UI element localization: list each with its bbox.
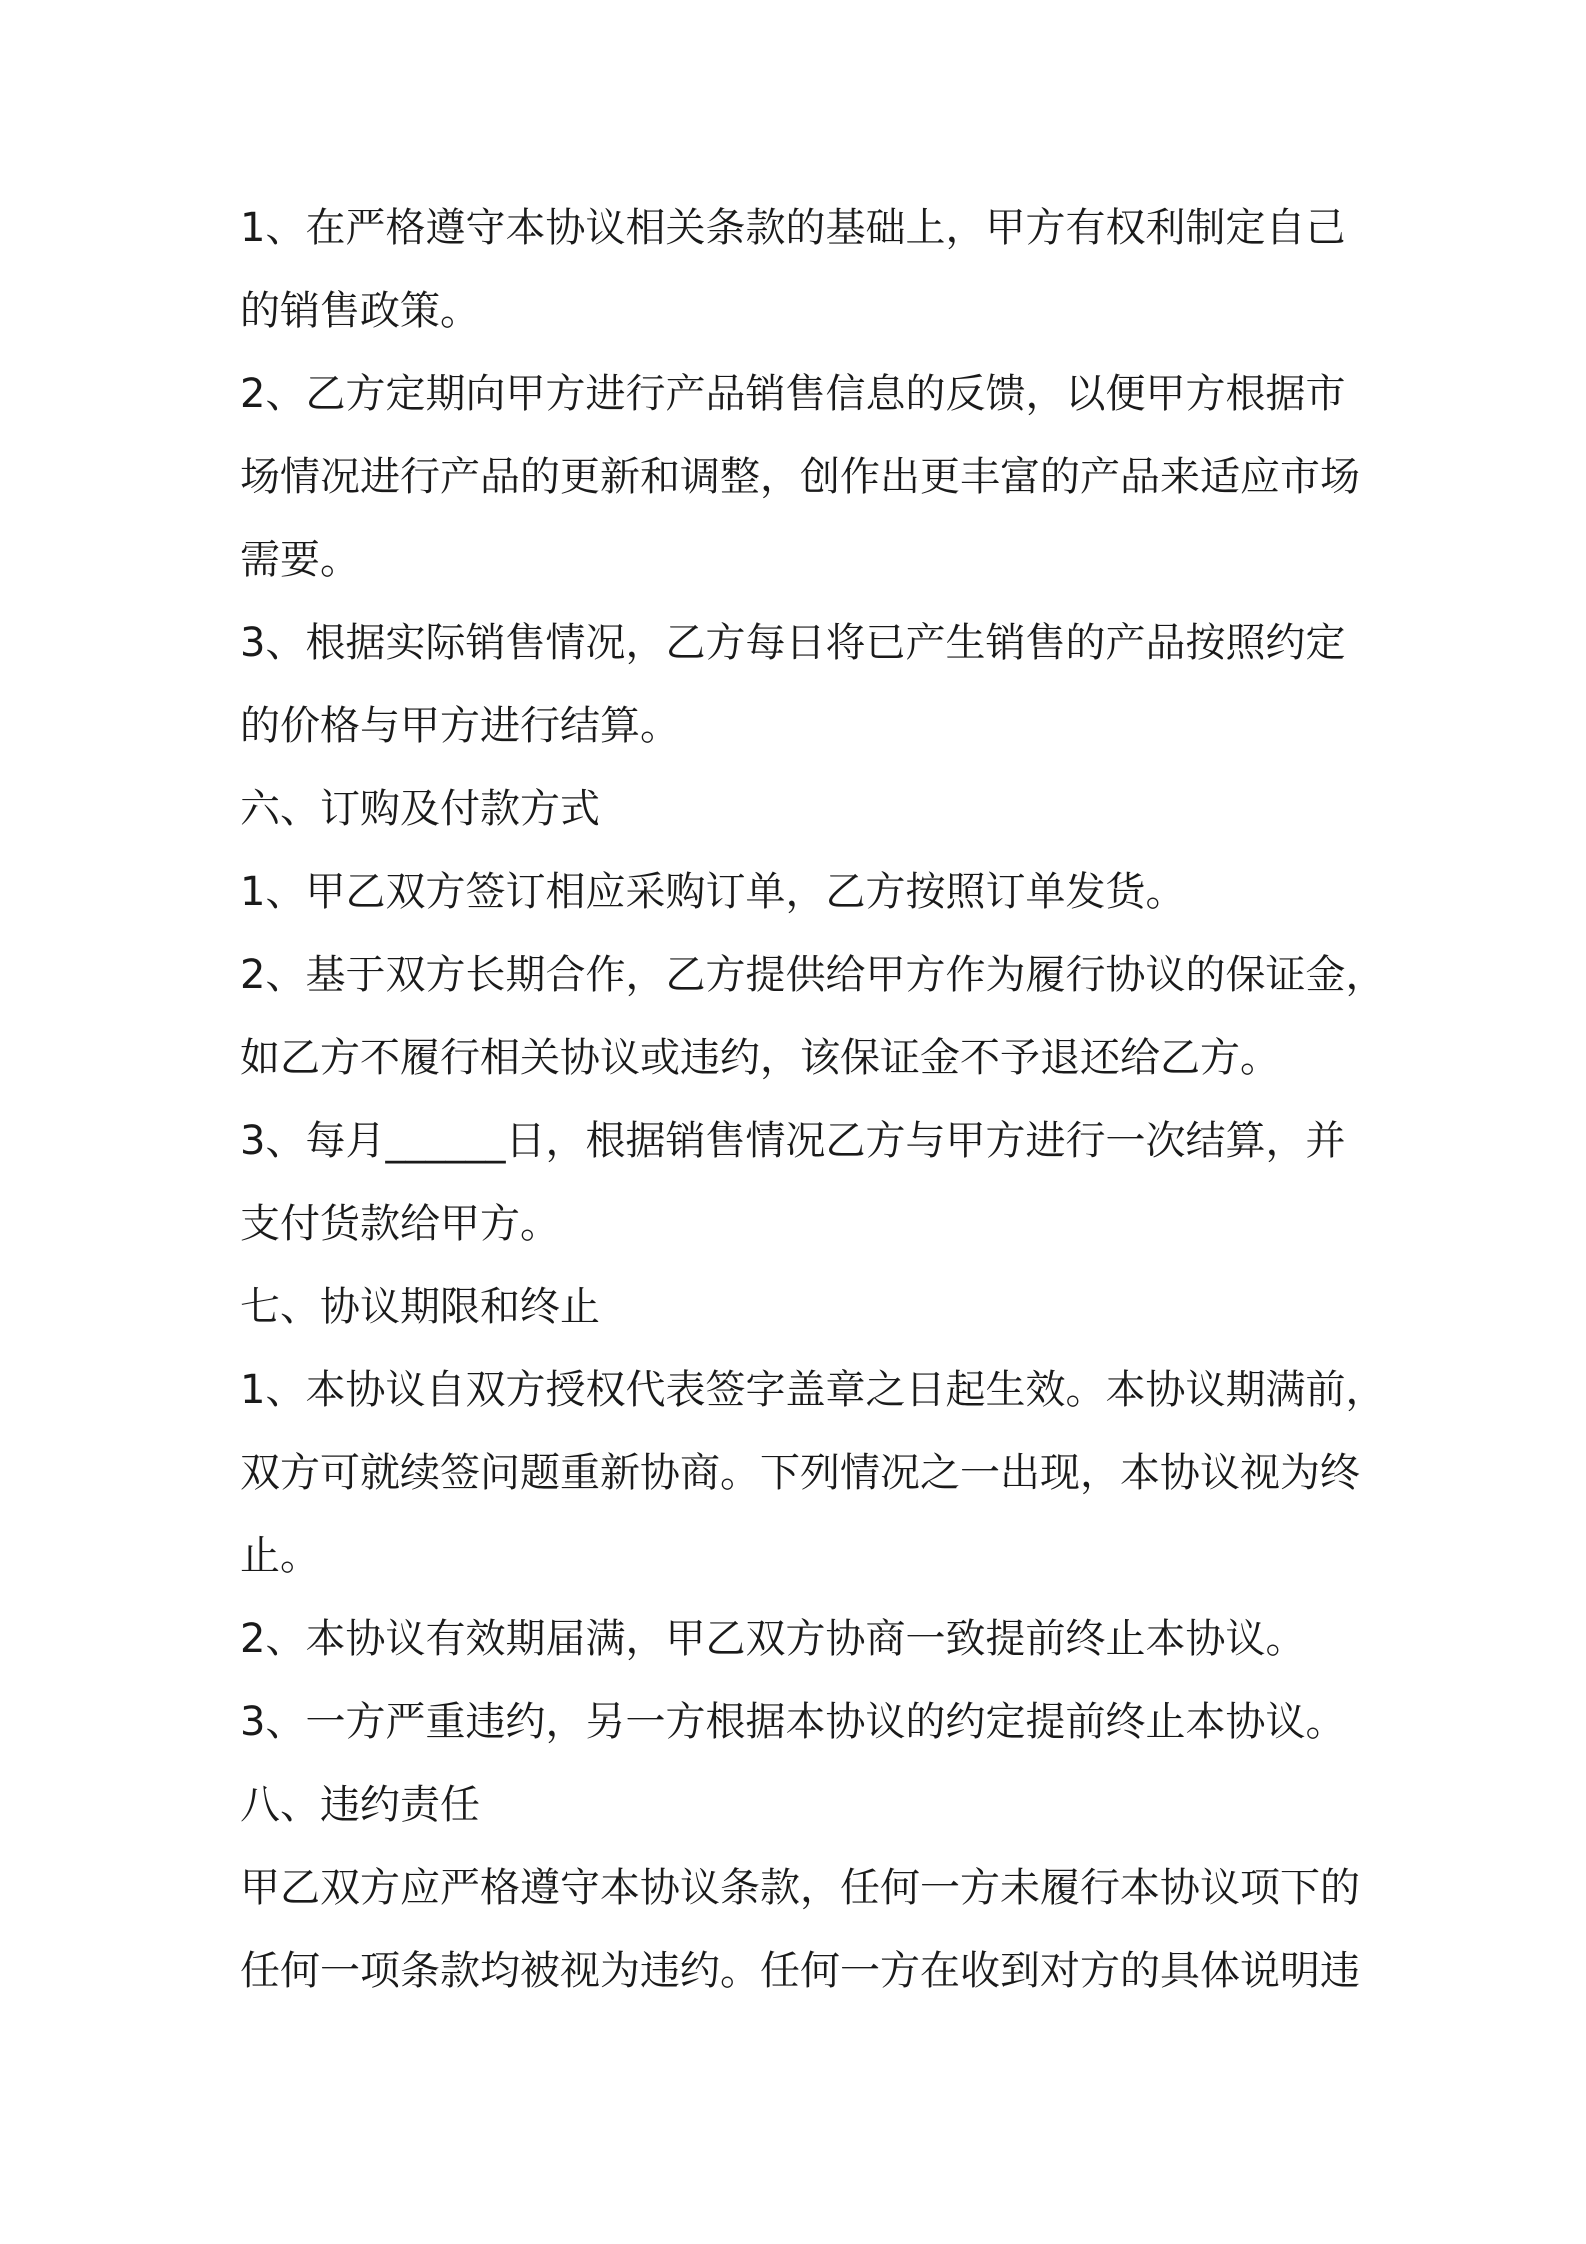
text-line: 2、乙方定期向甲方进行产品销售信息的反馈，以便甲方根据市 [240, 371, 1346, 417]
text-line: 1、本协议自双方授权代表签字盖章之日起生效。本协议期满前， [240, 1367, 1386, 1413]
text-line: 场情况进行产品的更新和调整，创作出更丰富的产品来适应市场 [240, 454, 1360, 500]
text-line: 如乙方不履行相关协议或违约，该保证金不予退还给乙方。 [240, 1035, 1280, 1081]
section-heading: 七、协议期限和终止 [240, 1284, 600, 1330]
text-line: 3、一方严重违约，另一方根据本协议的约定提前终止本协议。 [240, 1699, 1346, 1745]
text-line: 的销售政策。 [240, 288, 480, 334]
section-heading: 八、违约责任 [240, 1782, 480, 1828]
text-line: 1、甲乙双方签订相应采购订单，乙方按照订单发货。 [240, 869, 1186, 915]
section-heading: 六、订购及付款方式 [240, 786, 600, 832]
text-line: 2、本协议有效期届满，甲乙双方协商一致提前终止本协议。 [240, 1616, 1306, 1662]
text-line: 3、每月______日，根据销售情况乙方与甲方进行一次结算，并 [240, 1118, 1346, 1164]
text-line: 止。 [240, 1533, 320, 1579]
text-line: 支付货款给甲方。 [240, 1201, 560, 1247]
text-line: 3、根据实际销售情况，乙方每日将已产生销售的产品按照约定 [240, 620, 1346, 666]
text-line: 1、在严格遵守本协议相关条款的基础上，甲方有权利制定自己 [240, 205, 1346, 251]
text-line: 需要。 [240, 537, 360, 583]
text-line: 任何一项条款均被视为违约。任何一方在收到对方的具体说明违 [240, 1948, 1360, 1994]
document-body [240, 200, 1386, 2026]
text-line: 2、基于双方长期合作，乙方提供给甲方作为履行协议的保证金， [240, 952, 1386, 998]
text-line: 甲乙双方应严格遵守本协议条款，任何一方未履行本协议项下的 [240, 1865, 1360, 1911]
text-line: 的价格与甲方进行结算。 [240, 703, 680, 749]
text-line: 双方可就续签问题重新协商。下列情况之一出现，本协议视为终 [240, 1450, 1360, 1496]
